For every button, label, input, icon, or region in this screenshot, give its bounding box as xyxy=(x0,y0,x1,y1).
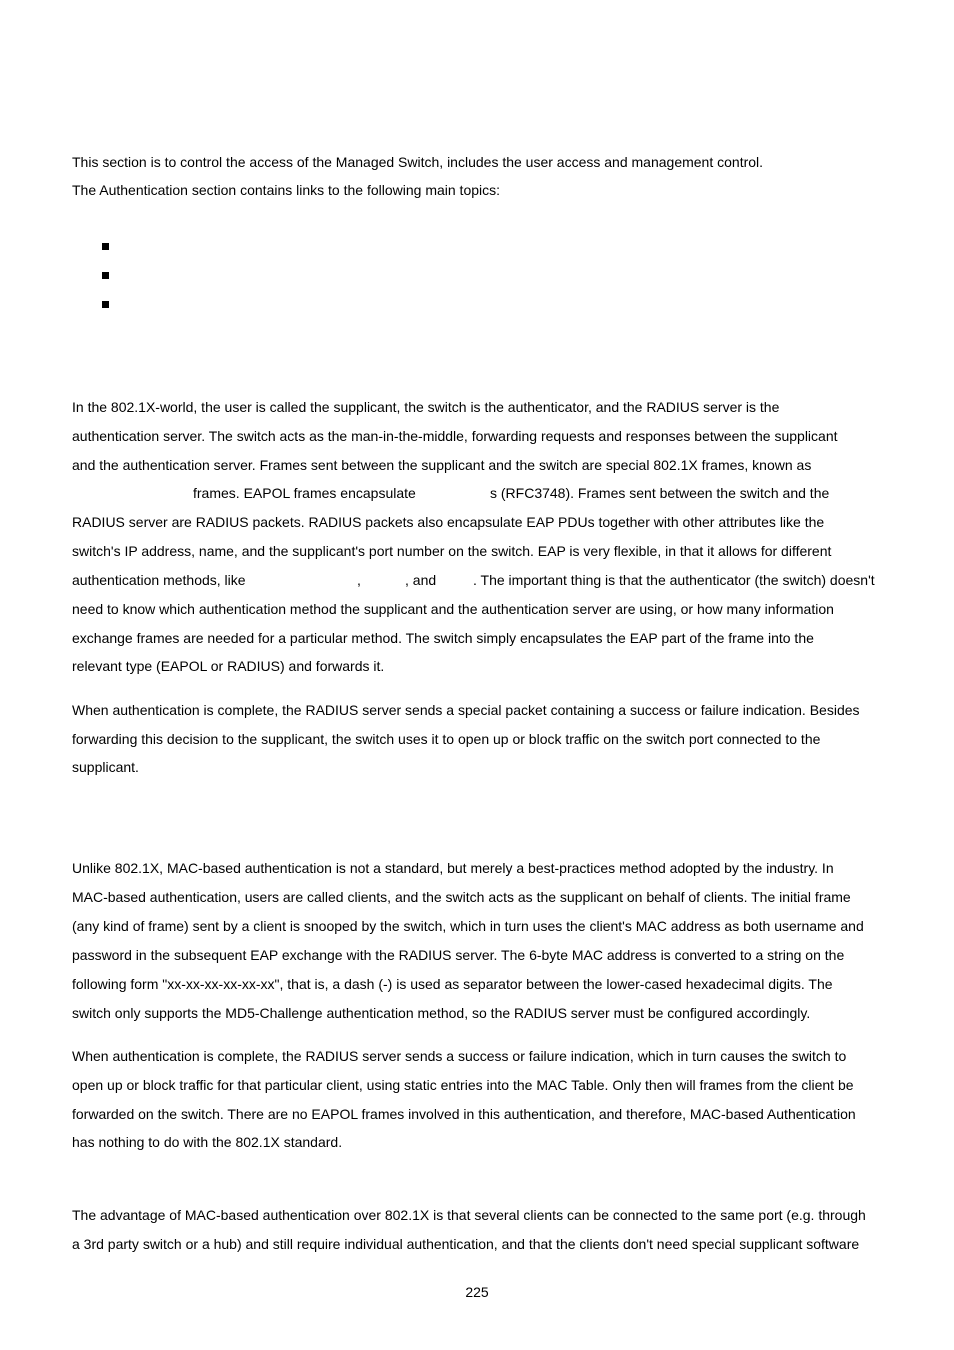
p1-line-fragment: authentication methods, like xyxy=(72,572,246,588)
p1-line-fragment: , and xyxy=(405,572,437,588)
p1-line-fragment: frames. EAPOL frames encapsulate xyxy=(193,485,416,501)
p5-line: a 3rd party switch or a hub) and still require individual authentication, and that the clients don't need special supplicant software xyxy=(72,1236,860,1252)
p1-line: switch's IP address, name, and the supplicant's port number on the switch. EAP is very flexible, in that it allows for different xyxy=(72,543,832,559)
p3-line: MAC-based authentication, users are called clients, and the switch acts as the supplicant on behalf of clients. The initial frame xyxy=(72,889,851,905)
p3-line: password in the subsequent EAP exchange with the RADIUS server. The 6-byte MAC address is converted to a string on the xyxy=(72,947,845,963)
p5-line: The advantage of MAC-based authentication over 802.1X is that several clients can be connected to the same port (e.g. through xyxy=(72,1207,866,1223)
p4-line: has nothing to do with the 802.1X standard. xyxy=(72,1134,343,1150)
p1-line: authentication server. The switch acts as the man-in-the-middle, forwarding requests and responses between the supplicant xyxy=(72,428,838,444)
p1-line: exchange frames are needed for a particular method. The switch simply encapsulates the EAP part of the frame into the xyxy=(72,630,814,646)
p1-line-fragment: . The important thing is that the authenticator (the switch) doesn't xyxy=(473,572,875,588)
p3-line: switch only supports the MD5-Challenge authentication method, so the RADIUS server must be configured accordingly. xyxy=(72,1005,811,1021)
p4-line: When authentication is complete, the RADIUS server sends a success or failure indication, which in turn causes the switch to xyxy=(72,1048,847,1064)
bullet-icon xyxy=(102,272,109,279)
p4-line: forwarded on the switch. There are no EAPOL frames involved in this authentication, and therefore, MAC-based Authentication xyxy=(72,1106,856,1122)
intro-line-1: This section is to control the access of the Managed Switch, includes the user access and management control. xyxy=(72,154,764,170)
p3-line: (any kind of frame) sent by a client is snooped by the switch, which in turn uses the client's MAC address as both username and xyxy=(72,918,864,934)
p2-line: When authentication is complete, the RADIUS server sends a special packet containing a success or failure indication. Besides xyxy=(72,702,860,718)
p4-line: open up or block traffic for that particular client, using static entries into the MAC Table. Only then will frames from the client be xyxy=(72,1077,854,1093)
p3-line: Unlike 802.1X, MAC-based authentication is not a standard, but merely a best-practices method adopted by the industry. In xyxy=(72,860,834,876)
p3-line: following form "xx-xx-xx-xx-xx-xx", that is, a dash (-) is used as separator between the lower-cased hexadecimal digits. The xyxy=(72,976,833,992)
p2-line: forwarding this decision to the supplicant, the switch uses it to open up or block traffic on the switch port connected to the xyxy=(72,731,821,747)
p1-line: need to know which authentication method the supplicant and the authentication server are using, or how many information xyxy=(72,601,834,617)
p1-line: RADIUS server are RADIUS packets. RADIUS packets also encapsulate EAP PDUs together with other attributes like the xyxy=(72,514,825,530)
page-number: 225 xyxy=(465,1284,489,1300)
intro-line-2: The Authentication section contains links to the following main topics: xyxy=(72,182,501,198)
p2-line: supplicant. xyxy=(72,759,139,775)
bullet-icon xyxy=(102,243,109,250)
p1-line: and the authentication server. Frames sent between the supplicant and the switch are special 802.1X frames, known as xyxy=(72,457,812,473)
p1-line-fragment: s (RFC3748). Frames sent between the switch and the xyxy=(490,485,830,501)
p1-line: In the 802.1X-world, the user is called the supplicant, the switch is the authenticator, and the RADIUS server is the xyxy=(72,399,780,415)
bullet-icon xyxy=(102,301,109,308)
p1-line-fragment: , xyxy=(357,572,361,588)
p1-line: relevant type (EAPOL or RADIUS) and forwards it. xyxy=(72,658,385,674)
